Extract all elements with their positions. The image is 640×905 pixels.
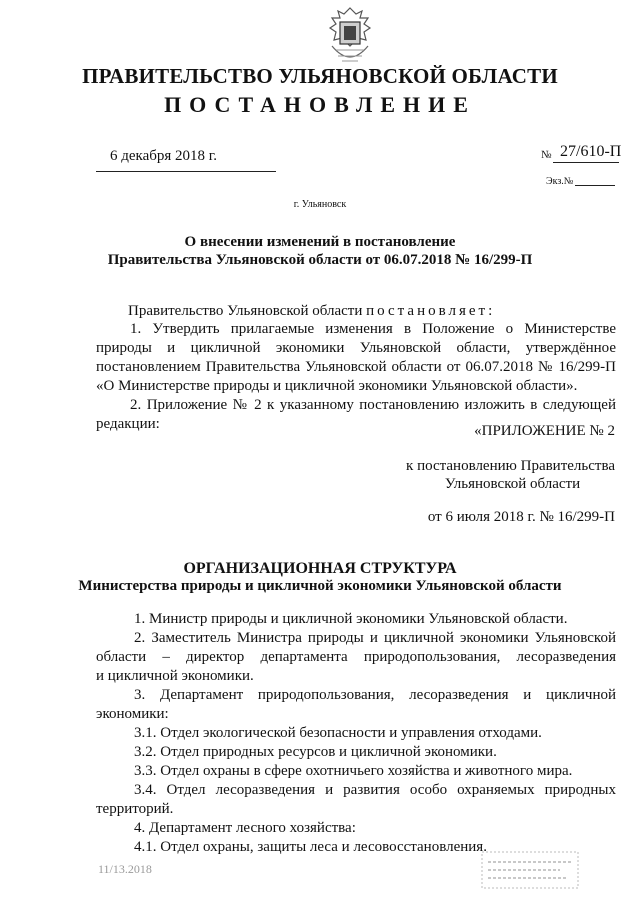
item-2-line-2: редакции: <box>96 416 160 432</box>
structure-entry-2-line-2: области – директор департамента природопользования, лесоразведения <box>96 649 616 665</box>
scan-mark: 11/13.2018 <box>98 862 152 876</box>
stamp-mark <box>480 848 580 892</box>
item-1-line-4: «О Министерстве природы и цикличной экономики Ульяновской области». <box>96 378 578 394</box>
coat-of-arms-emblem <box>322 6 378 68</box>
city: г. Ульяновск <box>293 199 347 210</box>
structure-entry-3-3: 3.3. Отдел охраны в сфере охотничьего хозяйства и животного мира. <box>134 763 573 779</box>
structure-entry-1: 1. Министр природы и цикличной экономики Ульяновской области. <box>134 611 568 627</box>
structure-entry-3-4-line-2: территорий. <box>96 801 174 817</box>
item-2-line-1: 2. Приложение № 2 к указанному постановлению изложить в следующей <box>130 397 616 413</box>
structure-entry-2-line-1: 2. Заместитель Министра природы и цикличной экономики Ульяновской <box>134 630 616 646</box>
structure-title: ОРГАНИЗАЦИОННАЯ СТРУКТУРА <box>183 560 457 577</box>
number-prefix: № <box>541 149 552 161</box>
appendix-to-line-2: Ульяновской области <box>444 476 581 492</box>
appendix-date-line: от 6 июля 2018 г. № 16/299-П <box>427 509 615 525</box>
structure-entry-3-2: 3.2. Отдел природных ресурсов и цикличной экономики. <box>134 744 497 760</box>
subject-line-2: Правительства Ульяновской области от 06.07.2018 № 16/299-П <box>107 252 533 268</box>
appendix-to-line-1: к постановлению Правительства <box>406 458 615 474</box>
subject-line-1: О внесении изменений в постановление <box>184 234 456 250</box>
document-type: ПОСТАНОВЛЕНИЕ <box>164 92 476 117</box>
item-1-line-3: постановлением Правительства Ульяновской области от 06.07.2018 № 16/299-П <box>96 359 616 375</box>
preamble-verb: постановляет: <box>366 303 496 319</box>
document-number: 27/610-П <box>560 143 622 160</box>
item-1-line-2: природы и цикличной экономики Ульяновской области, утверждённое <box>96 340 616 356</box>
preamble-actor: Правительство Ульяновской области <box>128 303 363 319</box>
number-underline <box>553 162 619 163</box>
document-date: 6 декабря 2018 г. <box>110 148 217 164</box>
structure-entry-3-line-1: 3. Департамент природопользования, лесоразведения и цикличной <box>134 687 616 703</box>
structure-entry-3-4-line-1: 3.4. Отдел лесоразведения и развития особо охраняемых природных <box>134 782 616 798</box>
copy-underline <box>575 185 615 186</box>
government-title: ПРАВИТЕЛЬСТВО УЛЬЯНОВСКОЙ ОБЛАСТИ <box>82 64 558 88</box>
structure-entry-4: 4. Департамент лесного хозяйства: <box>134 820 356 836</box>
structure-entry-3-1: 3.1. Отдел экологической безопасности и управления отходами. <box>134 725 542 741</box>
copy-label: Экз.№ <box>546 176 574 187</box>
preamble <box>128 302 495 321</box>
structure-entry-3-line-2: экономики: <box>96 706 169 722</box>
structure-entry-4-1: 4.1. Отдел охраны, защиты леса и лесовосстановления. <box>134 839 487 855</box>
structure-subtitle: Министерства природы и цикличной экономики Ульяновской области <box>78 578 562 594</box>
appendix-title: «ПРИЛОЖЕНИЕ № 2 <box>474 423 615 439</box>
item-1-line-1: 1. Утвердить прилагаемые изменения в Положение о Министерстве <box>130 321 616 337</box>
date-underline <box>96 171 276 172</box>
structure-entry-2-line-3: и цикличной экономики. <box>96 668 254 684</box>
